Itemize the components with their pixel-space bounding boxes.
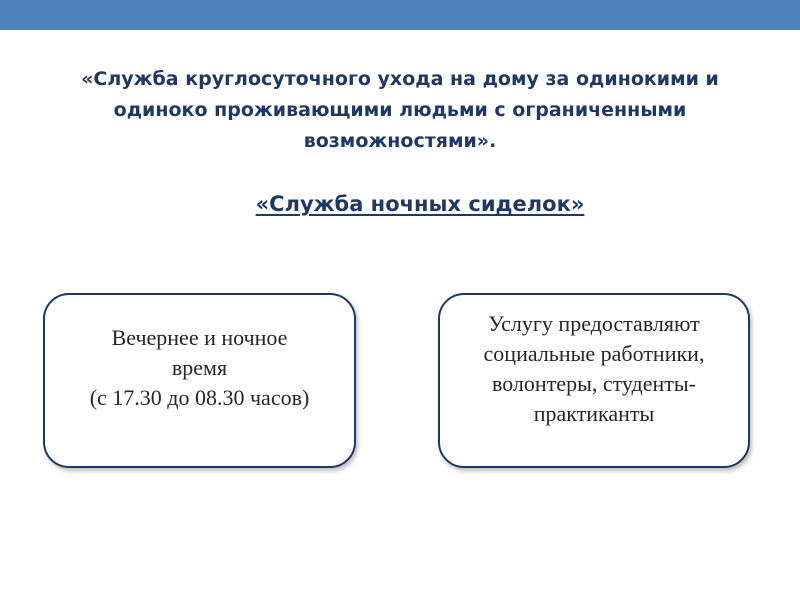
schedule-box-line: (с 17.30 до 08.30 часов) — [89, 385, 310, 410]
top-accent-bar — [0, 0, 800, 30]
schedule-box-line: время — [171, 355, 228, 380]
providers-box-line: волонтеры, студенты- — [491, 371, 696, 396]
schedule-box-text — [53, 323, 346, 413]
slide-title-line: возможностями». — [303, 130, 497, 152]
providers-box — [438, 293, 750, 468]
slide-title-line: одиноко проживающими людьми с ограниченными — [113, 99, 687, 121]
providers-box-line: Услугу предоставляют — [488, 311, 700, 336]
schedule-box-line: Вечернее и ночное — [111, 325, 288, 350]
schedule-box — [43, 293, 356, 468]
slide-title-line: «Служба круглосуточного ухода на дому за одинокими и — [81, 68, 719, 90]
providers-box-text — [448, 309, 740, 429]
providers-box-line: практиканты — [533, 401, 655, 426]
slide-title — [20, 64, 780, 157]
slide-subtitle: «Служба ночных сиделок» — [255, 192, 585, 216]
providers-box-line: социальные работники, — [483, 341, 705, 366]
